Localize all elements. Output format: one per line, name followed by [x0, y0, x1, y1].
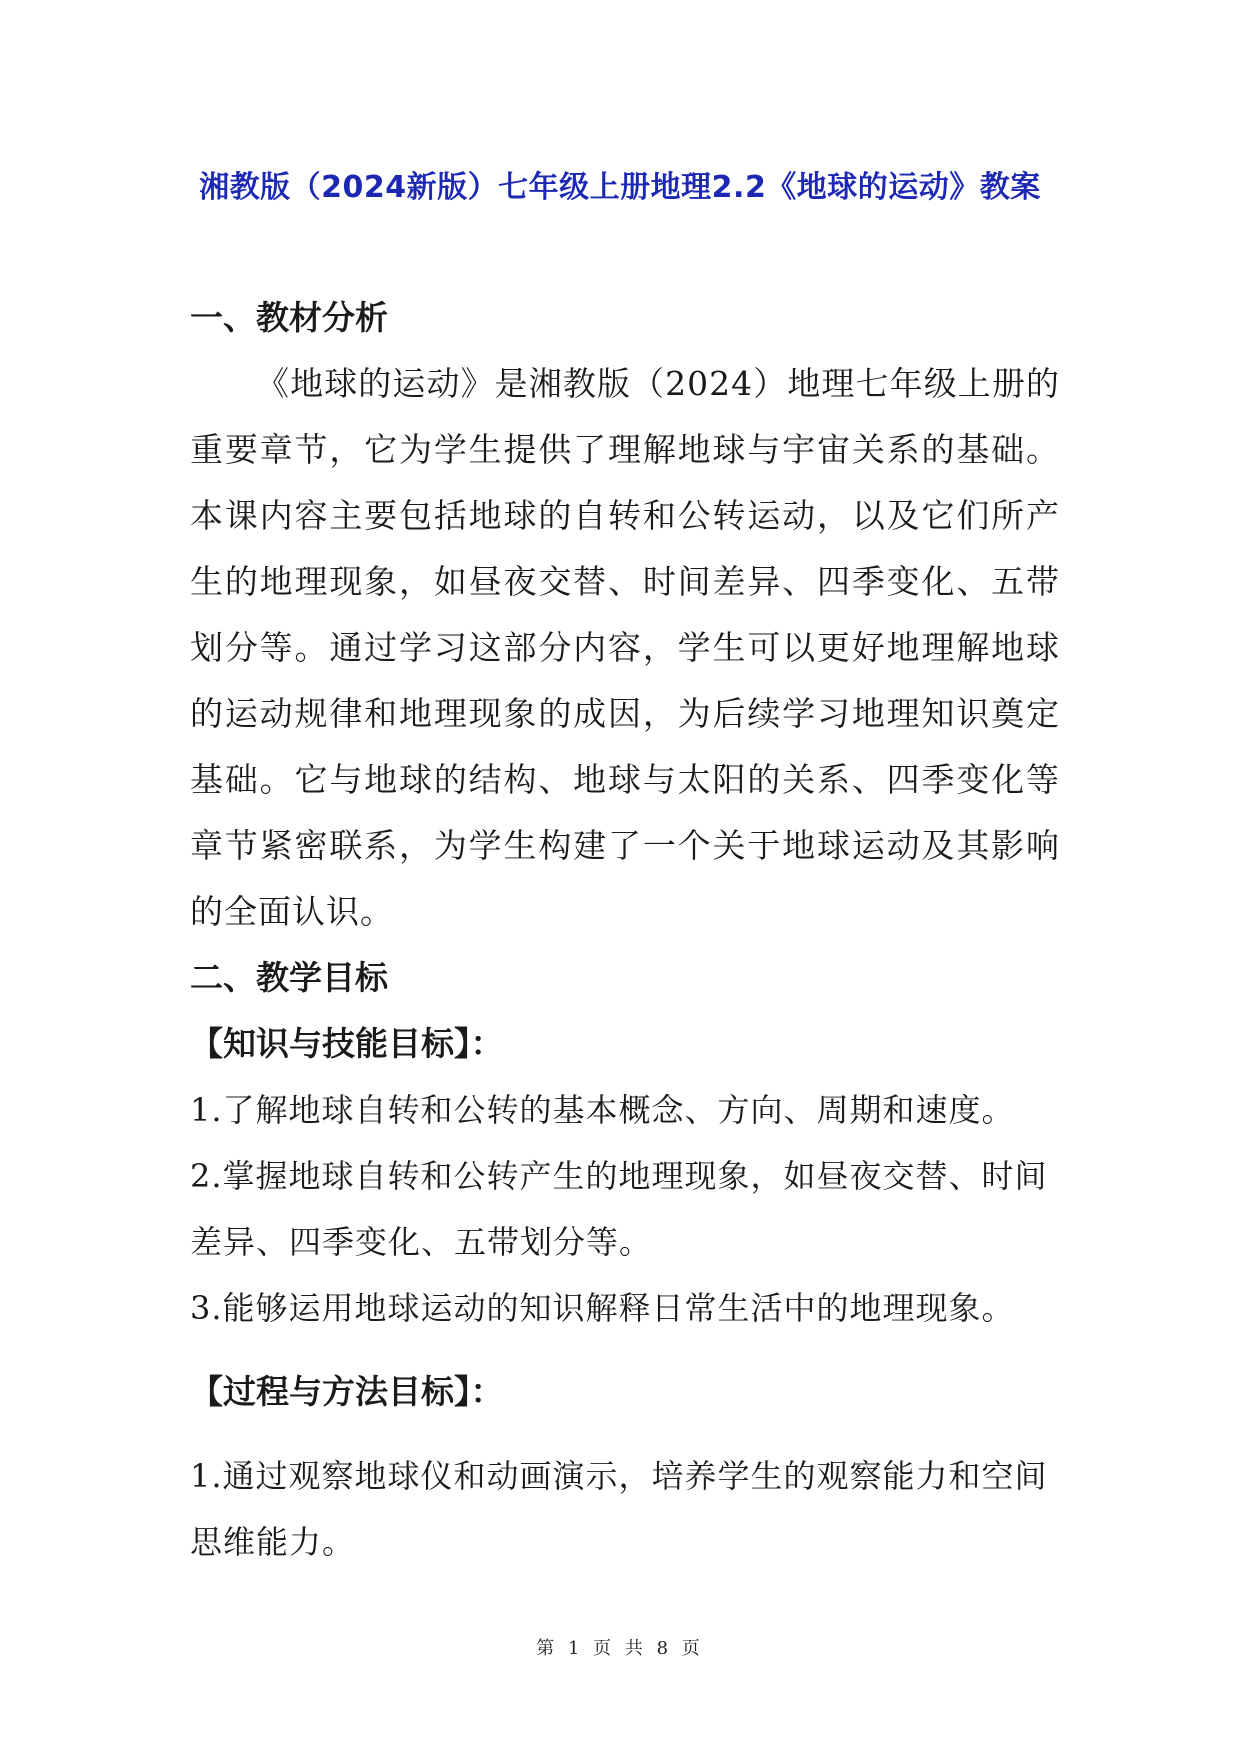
- section-heading-textbook-analysis: 一、教材分析: [190, 298, 388, 337]
- textbook-analysis-paragraph: 《地球的运动》是湘教版（2024）地理七年级上册的重要章节，它为学生提供了理解地球与宇宙关系的基础。本课内容主要包括地球的自转和公转运动，以及它们所产生的地理现象，如昼夜交替、时间差异、四季变化、五带划分等。通过学习这部分内容，学生可以更好地理解地球的运动规律和地理现象的成因，为后续学习地理知识奠定基础。它与地球的结构、地球与太阳的关系、四季变化等章节紧密联系，为学生构建了一个关于地球运动及其影响的全面认识。: [190, 364, 1060, 931]
- section-heading-teaching-goals: 二、教学目标: [190, 958, 388, 997]
- knowledge-goals-label: 【知识与技能目标】：: [190, 1024, 504, 1063]
- spacer: [190, 1341, 1060, 1359]
- process-goals-label: 【过程与方法目标】：: [190, 1372, 504, 1411]
- page-number: 第 1 页 共 8 页: [536, 1638, 704, 1659]
- document-title: 湘教版（2024新版）七年级上册地理2.2《地球的运动》教案: [199, 170, 1041, 205]
- knowledge-goal-item: 1.了解地球自转和公转的基本概念、方向、周期和速度。: [190, 1091, 1015, 1129]
- spacer: [190, 1425, 1060, 1443]
- document-body: [190, 285, 1060, 1575]
- knowledge-goal-item: 2.掌握地球自转和公转产生的地理现象，如昼夜交替、时间差异、四季变化、五带划分等。: [190, 1157, 1048, 1261]
- process-goal-item: 1.通过观察地球仪和动画演示，培养学生的观察能力和空间思维能力。: [190, 1457, 1048, 1561]
- knowledge-goal-item: 3.能够运用地球运动的知识解释日常生活中的地理现象。: [190, 1289, 1015, 1327]
